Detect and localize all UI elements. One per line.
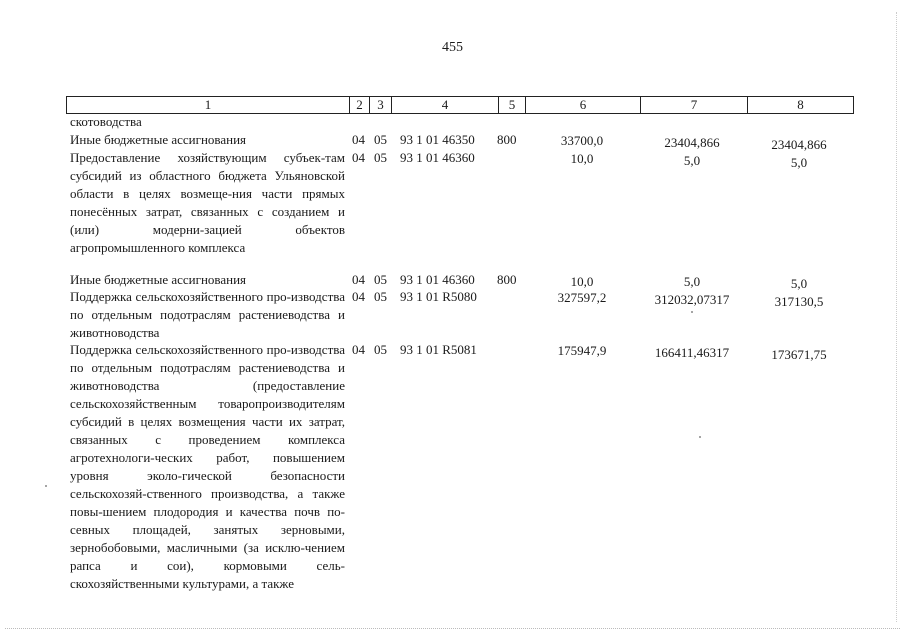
header-col-4: 4 — [392, 97, 499, 113]
row-value-7: 5,0 — [683, 274, 701, 289]
row-rz: 04 — [352, 132, 365, 147]
row-value-6: 10,0 — [570, 274, 594, 289]
header-col-1: 1 — [67, 97, 350, 113]
row-rz: 04 — [352, 289, 365, 304]
row-rz: 04 — [352, 272, 365, 287]
row-value-6: 327597,2 — [557, 290, 607, 305]
header-col-8: 8 — [797, 97, 804, 112]
row-csr: 93 1 01 46360 — [400, 150, 475, 165]
row-pr: 05 — [374, 272, 387, 287]
row-value-8: 5,0 — [790, 276, 808, 291]
row-value-6: 33700,0 — [560, 133, 604, 148]
row-value-7: 5,0 — [683, 153, 701, 168]
row-value-6: 10,0 — [570, 151, 594, 166]
header-col-3: 3 — [370, 97, 392, 113]
row-vr: 800 — [497, 272, 517, 287]
header-col-6: 6 — [526, 97, 641, 113]
scan-speck — [691, 311, 693, 313]
row-pr: 05 — [374, 289, 387, 304]
scan-edge-line — [896, 12, 897, 622]
row-description: скотоводства — [70, 114, 142, 129]
row-value-7: 312032,07317 — [654, 292, 730, 307]
row-rz: 04 — [352, 342, 365, 357]
row-value-8: 23404,866 — [771, 137, 827, 152]
row-value-8: 173671,75 — [771, 347, 827, 362]
row-value-8: 5,0 — [790, 155, 808, 170]
scan-speck — [699, 436, 701, 438]
header-col-7: 7 — [641, 97, 748, 113]
table-header — [66, 96, 854, 114]
row-csr: 93 1 01 46360 — [400, 272, 475, 287]
row-pr: 05 — [374, 132, 387, 147]
row-description: Иные бюджетные ассигнования — [70, 132, 247, 147]
row-value-7: 23404,866 — [664, 135, 720, 150]
scan-edge-line — [5, 628, 900, 629]
row-description: Предоставление хозяйствующим субъек-там субсидий из областного бюджета Ульяновской области в целях возмеще-ния части прямых понесённых затрат, связанных с созданием и (или) модерни-зацией объектов агропромышленного комплекса — [70, 150, 345, 255]
row-csr: 93 1 01 R5080 — [400, 289, 477, 304]
page-number: 455 — [442, 40, 463, 55]
row-rz: 04 — [352, 150, 365, 165]
row-description: Поддержка сельскохозяйственного про-изводства по отдельным подотраслям растениеводства и животноводства (предоставление сельскохозяйственным товаропроизводителям субсидий в целях возмещения части их затрат, связанных с проведением комплекса агротехнологи-ческих работ, повышением уровня эколо-гической безопасности сельскохозяй-ственного производства, а также повы-шением плодородия и качества почв по-севных площадей, занятых зерновыми, зернобобовыми, масличными (за исклю-чением рапса и сои), кормовыми сель-скохозяйственными культурами, а также — [70, 342, 345, 591]
row-value-6: 175947,9 — [557, 343, 607, 358]
row-description: Иные бюджетные ассигнования — [70, 272, 247, 287]
row-csr: 93 1 01 R5081 — [400, 342, 477, 357]
row-vr: 800 — [497, 132, 517, 147]
row-value-8: 317130,5 — [774, 294, 824, 309]
row-value-7: 166411,46317 — [654, 345, 730, 360]
row-pr: 05 — [374, 342, 387, 357]
row-pr: 05 — [374, 150, 387, 165]
scan-speck — [45, 485, 47, 487]
row-description: Поддержка сельскохозяйственного про-изводства по отдельным подотраслям растениеводства и животноводства — [70, 289, 345, 340]
row-csr: 93 1 01 46350 — [400, 132, 475, 147]
header-col-5: 5 — [499, 97, 526, 113]
header-col-2: 2 — [350, 97, 370, 113]
